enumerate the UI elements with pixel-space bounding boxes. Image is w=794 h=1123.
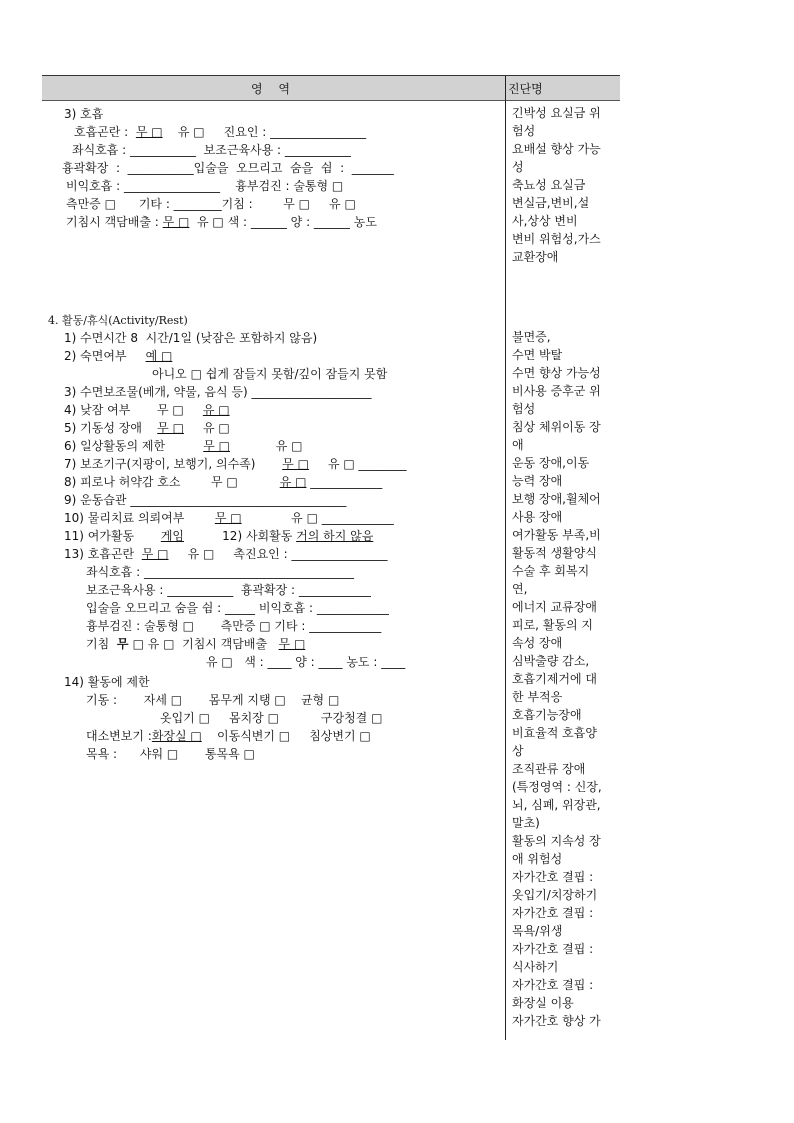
diagnosis-item: 말초)	[512, 816, 540, 830]
diagnosis-item: 목욕/위생	[512, 924, 563, 938]
diagnosis-item: 자가간호 결핍 :	[512, 906, 594, 920]
form-line: 6) 일상활동의 제한 무 □ 유 □	[64, 439, 303, 453]
diagnosis-item: 뇌, 심폐, 위장관,	[512, 798, 601, 812]
diagnosis-item: 성	[512, 160, 524, 174]
form-line: 흉부검진 : 술통형 □ 측만증 □ 기타 : ____________	[86, 619, 382, 633]
diagnosis-item: 침상 체위이동 장	[512, 420, 601, 434]
form-line: 흉곽확장 : ___________입술을 오므리고 숨을 쉼 : _______	[62, 161, 394, 175]
form-line: 보조근육사용 : ___________ 흉곽확장 : ____________	[86, 583, 371, 597]
diagnosis-item: 변비 위험성,가스	[512, 232, 601, 246]
form-line: 2) 숙면여부 예 □	[64, 349, 173, 363]
diagnosis-item: 긴박성 요실금 위	[512, 106, 601, 120]
diagnosis-item: 피로, 활동의 지	[512, 618, 593, 632]
diagnosis-item: 교환장애	[512, 250, 559, 264]
form-line: 4) 낮잠 여부 무 □ 유 □	[64, 403, 230, 417]
diagnosis-item: 한 부적응	[512, 690, 563, 704]
diagnosis-item: 비사용 증후군 위	[512, 384, 601, 398]
form-line: 13) 호흡곤란 무 □ 유 □ 촉진요인 : ________________	[64, 547, 388, 561]
header-area: 영 역	[251, 82, 296, 96]
diagnosis-item: 호흡기능장애	[512, 708, 582, 722]
diagnosis-item: 여가활동 부족,비	[512, 528, 601, 542]
diagnosis-item: (특정영역 : 신장,	[512, 780, 602, 794]
form-line: 좌식호흡 : ___________________________________	[86, 565, 355, 579]
diagnosis-item: 에너지 교류장애	[512, 600, 597, 614]
form-line: 기침시 객담배출 : 무 □ 유 □ 색 : ______ 양 : ______ 농도	[66, 215, 377, 229]
form-line: 대소변보기 :화장실 □ 이동식변기 □ 침상변기 □	[86, 729, 371, 743]
form-line: 14) 활동에 제한	[64, 675, 150, 689]
form-line: 아니오 □ 쉽게 잠들지 못함/깊이 잠들지 못함	[152, 367, 388, 381]
column-divider	[505, 76, 506, 1040]
form-line: 측만증 □ 기타 : ________기침 : 무 □ 유 □	[66, 197, 356, 211]
table-header	[42, 76, 620, 101]
diagnosis-item: 보행 장애,휠체어	[512, 492, 601, 506]
diagnosis-item: 활동의 지속성 장	[512, 834, 601, 848]
form-line: 11) 여가활동 게임 12) 사회활동 거의 하지 않음	[64, 529, 374, 543]
form-line: 5) 기동성 장애 무 □ 유 □	[64, 421, 230, 435]
form-line: 8) 피로나 허약감 호소 무 □ 유 □ ____________	[64, 475, 383, 489]
diagnosis-item: 연,	[512, 582, 528, 596]
diagnosis-item: 능력 장애	[512, 474, 563, 488]
diagnosis-item: 수술 후 회복지	[512, 564, 590, 578]
diagnosis-list-respiration	[512, 104, 616, 266]
form-line: 3) 호흡	[64, 107, 104, 121]
diagnosis-item: 수면 박탈	[512, 348, 563, 362]
diagnosis-item: 자가간호 결핍 :	[512, 870, 594, 884]
diagnosis-item: 심박출량 감소,	[512, 654, 590, 668]
diagnosis-item: 속성 장애	[512, 636, 563, 650]
diagnosis-item: 애 위험성	[512, 852, 563, 866]
diagnosis-list-activity	[512, 328, 616, 1030]
diagnosis-item: 요배설 향상 가능	[512, 142, 601, 156]
form-line: 9) 운동습관 ____________________________________	[64, 493, 347, 507]
diagnosis-item: 상	[512, 744, 524, 758]
header-diagnosis: 진단명	[508, 82, 543, 96]
form-line: 기침 무 □ 유 □ 기침시 객담배출 무 □	[86, 637, 306, 651]
diagnosis-item: 조직관류 장애	[512, 762, 586, 776]
diagnosis-item: 사용 장애	[512, 510, 563, 524]
diagnosis-item: 화장실 이용	[512, 996, 574, 1010]
diagnosis-item: 사,상상 변비	[512, 214, 578, 228]
form-line: 3) 수면보조물(베개, 약물, 음식 등) ____________________	[64, 385, 372, 399]
diagnosis-item: 자가간호 결핍 :	[512, 978, 594, 992]
diagnosis-item: 자가간호 결핍 :	[512, 942, 594, 956]
diagnosis-item: 수면 향상 가능성	[512, 366, 601, 380]
form-line: 목욕 : 샤워 □ 통목욕 □	[86, 747, 255, 761]
form-line: 입술을 오므리고 숨을 쉼 : _____ 비익호흡 : ____________	[86, 601, 389, 615]
form-line: 좌식호흡 : ___________ 보조근육사용 : ___________	[72, 143, 351, 157]
diagnosis-item: 험성	[512, 124, 536, 138]
diagnosis-item: 자가간호 향상 가	[512, 1014, 601, 1028]
diagnosis-item: 애	[512, 438, 524, 452]
form-line: 기동 : 자세 □ 몸무게 지탱 □ 균형 □	[86, 693, 340, 707]
form-line: 호흡곤란 : 무 □ 유 □ 진요인 : ________________	[74, 125, 367, 139]
form-line: 1) 수면시간 8 시간/1일 (낮잠은 포함하지 않음)	[64, 331, 318, 345]
form-line: 7) 보조기구(지팡이, 보행기, 의수족) 무 □ 유 □ ________	[64, 457, 407, 471]
diagnosis-item: 축뇨성 요실금	[512, 178, 586, 192]
diagnosis-item: 활동적 생활양식	[512, 546, 597, 560]
diagnosis-item: 옷입기/치장하기	[512, 888, 598, 902]
diagnosis-item: 험성	[512, 402, 536, 416]
diagnosis-item: 비효율적 호흡양	[512, 726, 597, 740]
diagnosis-item: 식사하기	[512, 960, 559, 974]
form-line: 유 □ 색 : ____ 양 : ____ 농도 : ____	[206, 655, 406, 669]
diagnosis-item: 호흡기제거에 대	[512, 672, 597, 686]
form-line: 옷입기 □ 몸치장 □ 구강청결 □	[160, 711, 383, 725]
diagnosis-item: 불면증,	[512, 330, 551, 344]
diagnosis-item: 변실금,변비,설	[512, 196, 590, 210]
form-line: 비익호흡 : ________________ 흉부검진 : 술통형 □	[66, 179, 344, 193]
form-line: 10) 물리치료 의뢰여부 무 □ 유 □ ____________	[64, 511, 394, 525]
diagnosis-item: 운동 장애,이동	[512, 456, 590, 470]
form-line: 4. 활동/휴식(Activity/Rest)	[48, 314, 188, 327]
